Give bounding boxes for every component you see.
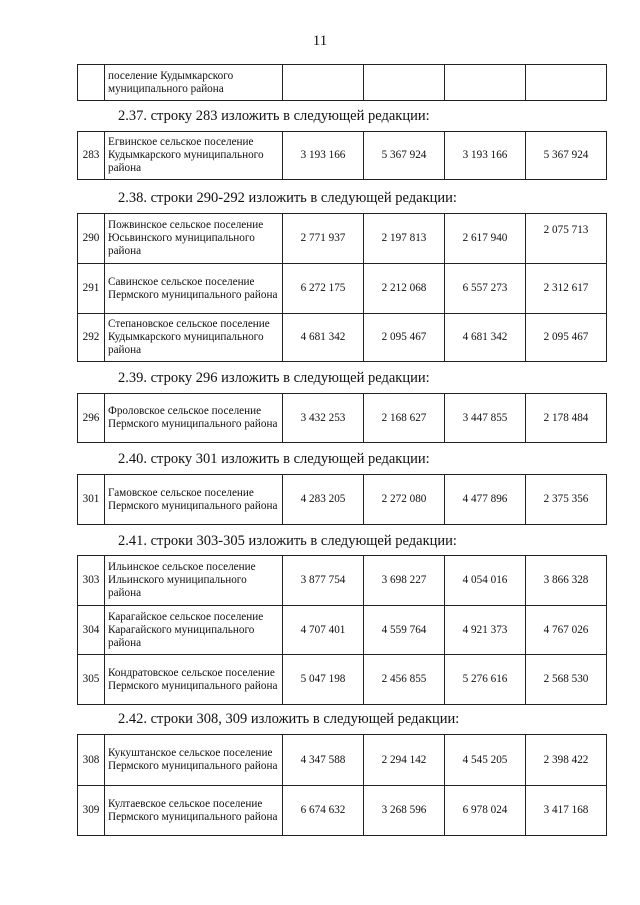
section-heading-2-42: 2.42. строки 308, 309 изложить в следующей редакции: [118,711,460,727]
value-2: 2 095 467 [364,314,445,362]
value-3: 3 447 855 [445,394,526,443]
section-heading-2-40: 2.40. строку 301 изложить в следующей редакции: [118,451,430,467]
value-1: 4 347 588 [283,735,364,786]
value-3: 3 193 166 [445,132,526,180]
value-2: 2 272 080 [364,475,445,525]
value-1 [283,65,364,101]
settlement-name: Егвинское сельское поселение Кудымкарского муниципального района [105,132,283,180]
table-rows-308-309 [77,734,607,836]
page-number: 11 [312,33,328,49]
value-1: 4 681 342 [283,314,364,362]
settlement-name: Гамовское сельское поселение Пермского муниципального района [105,475,283,525]
table-row-296 [77,393,607,443]
value-4: 2 375 356 [526,475,607,525]
table-row [78,214,607,264]
row-number: 304 [78,606,105,655]
value-2: 2 168 627 [364,394,445,443]
value-4: 2 312 617 [526,264,607,314]
value-4 [526,65,607,101]
value-2: 2 212 068 [364,264,445,314]
table-row [78,132,607,180]
row-number [78,65,105,101]
value-1: 6 674 632 [283,786,364,836]
value-4: 2 178 484 [526,394,607,443]
settlement-name: поселение Кудымкарского муниципального района [105,65,283,101]
value-2: 4 559 764 [364,606,445,655]
value-1: 4 283 205 [283,475,364,525]
row-number: 290 [78,214,105,264]
table-row [78,264,607,314]
table-row [78,65,607,101]
table-row-301 [77,474,607,525]
settlement-name: Савинское сельское поселение Пермского муниципального района [105,264,283,314]
value-2: 2 456 855 [364,655,445,705]
value-1: 4 707 401 [283,606,364,655]
row-number: 303 [78,556,105,606]
value-3: 5 276 616 [445,655,526,705]
value-4: 4 767 026 [526,606,607,655]
settlement-name: Карагайское сельское поселение Карагайского муниципального района [105,606,283,655]
value-3: 4 477 896 [445,475,526,525]
table-row [78,786,607,836]
value-1: 3 193 166 [283,132,364,180]
row-number: 308 [78,735,105,786]
settlement-name: Кондратовское сельское поселение Пермского муниципального района [105,655,283,705]
table-row [78,556,607,606]
table-rows-303-305 [77,555,607,705]
table-row [78,475,607,525]
value-2: 5 367 924 [364,132,445,180]
value-2: 2 294 142 [364,735,445,786]
table-rows-290-292 [77,213,607,362]
value-1: 2 771 937 [283,214,364,264]
value-3: 4 545 205 [445,735,526,786]
row-number: 309 [78,786,105,836]
settlement-name: Ильинское сельское поселение Ильинского муниципального района [105,556,283,606]
table-row [78,394,607,443]
value-2: 2 197 813 [364,214,445,264]
value-3: 4 054 016 [445,556,526,606]
value-4: 2 398 422 [526,735,607,786]
value-1: 6 272 175 [283,264,364,314]
section-heading-2-37: 2.37. строку 283 изложить в следующей редакции: [118,108,430,124]
value-1: 3 877 754 [283,556,364,606]
value-4: 2 075 713 [526,214,607,264]
value-3: 4 921 373 [445,606,526,655]
settlement-name: Степановское сельское поселение Кудымкарского муниципального района [105,314,283,362]
value-4: 2 568 530 [526,655,607,705]
row-number: 301 [78,475,105,525]
value-2: 3 698 227 [364,556,445,606]
row-number: 291 [78,264,105,314]
row-number: 305 [78,655,105,705]
row-number: 296 [78,394,105,443]
table-row [78,314,607,362]
settlement-name: Кукуштанское сельское поселение Пермского муниципального района [105,735,283,786]
value-3: 2 617 940 [445,214,526,264]
settlement-name: Фроловское сельское поселение Пермского муниципального района [105,394,283,443]
value-4: 3 866 328 [526,556,607,606]
section-heading-2-39: 2.39. строку 296 изложить в следующей редакции: [118,370,430,386]
value-3 [445,65,526,101]
value-1: 3 432 253 [283,394,364,443]
section-heading-2-41: 2.41. строки 303-305 изложить в следующей редакции: [118,533,457,549]
value-2: 3 268 596 [364,786,445,836]
value-3: 4 681 342 [445,314,526,362]
table-row-283 [77,131,607,180]
table-continuation [77,64,607,101]
value-2 [364,65,445,101]
value-1: 5 047 198 [283,655,364,705]
value-3: 6 978 024 [445,786,526,836]
value-4: 2 095 467 [526,314,607,362]
table-row [78,735,607,786]
table-row [78,606,607,655]
row-number: 292 [78,314,105,362]
value-4: 5 367 924 [526,132,607,180]
settlement-name: Пожвинское сельское поселение Юсьвинского муниципального района [105,214,283,264]
section-heading-2-38: 2.38. строки 290-292 изложить в следующей редакции: [118,190,457,206]
table-row [78,655,607,705]
row-number: 283 [78,132,105,180]
value-3: 6 557 273 [445,264,526,314]
settlement-name: Култаевское сельское поселение Пермского муниципального района [105,786,283,836]
value-4: 3 417 168 [526,786,607,836]
